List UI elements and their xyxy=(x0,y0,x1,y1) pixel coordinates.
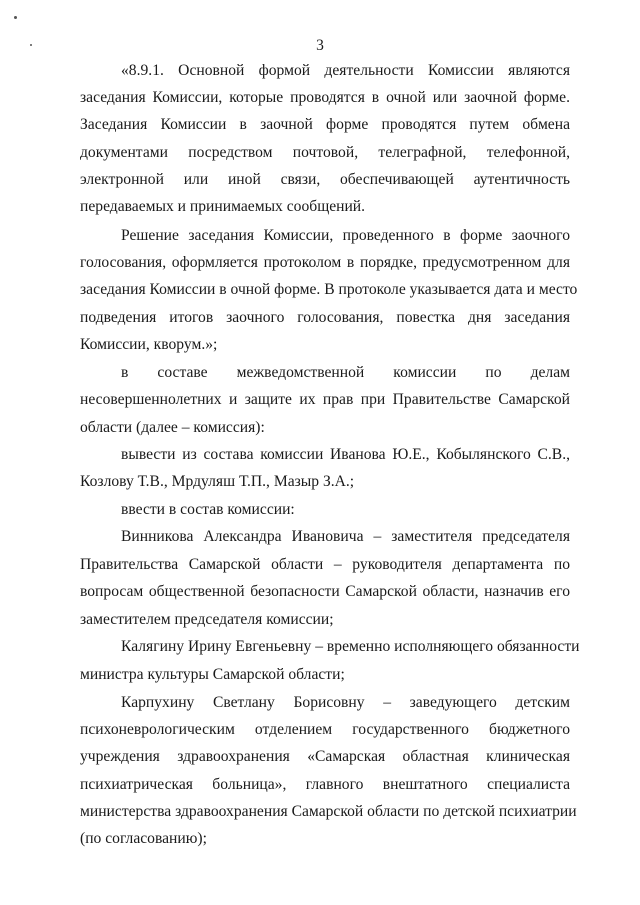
text-line: Калягину Ирину Евгеньевну – временно исполняющего обязанности xyxy=(121,638,580,655)
text-line: передаваемых и принимаемых сообщений. xyxy=(80,198,366,215)
text-line: подведения итогов заочного голосования, повестка дня заседания xyxy=(80,309,570,326)
text-line: (по согласованию); xyxy=(80,830,207,847)
text-line: несовершеннолетних и защите их прав при Правительстве Самарской xyxy=(80,391,570,408)
text-line: вопросам общественной безопасности Самарской области, назначив его xyxy=(80,583,570,600)
text-line: заседания Комиссии в очной форме. В протоколе указывается дата и место xyxy=(80,281,578,298)
text-line: заседания Комиссии, которые проводятся в очной или заочной форме. xyxy=(80,89,570,106)
text-line: Козлову Т.В., Мрдуляш Т.П., Мазыр З.А.; xyxy=(80,473,355,490)
page-number: 3 xyxy=(316,37,324,54)
text-line: Винникова Александра Ивановича – заместителя председателя xyxy=(121,528,570,545)
text-line: Решение заседания Комиссии, проведенного в форме заочного xyxy=(121,227,570,244)
text-line: документами посредством почтовой, телеграфной, телефонной, xyxy=(80,144,570,161)
text-line: электронной или иной связи, обеспечивающей аутентичность xyxy=(80,171,570,188)
text-line: Комиссии, кворум.»; xyxy=(80,336,218,353)
text-line: психиатрическая больница», главного внештатного специалиста xyxy=(80,776,570,793)
text-line: Заседания Комиссии в заочной форме проводятся путем обмена xyxy=(80,116,570,133)
text-line: Правительства Самарской области – руководителя департамента по xyxy=(80,556,570,573)
text-line: ввести в состав комиссии: xyxy=(121,501,295,518)
text-line: голосования, оформляется протоколом в порядке, предусмотренном для xyxy=(80,254,570,271)
text-line: учреждения здравоохранения «Самарская областная клиническая xyxy=(80,748,570,765)
text-line: Карпухину Светлану Борисовну – заведующего детским xyxy=(121,694,570,711)
text-line: вывести из состава комиссии Иванова Ю.Е., Кобылянского С.В., xyxy=(121,446,570,463)
text-line: министра культуры Самарской области; xyxy=(80,666,345,683)
text-line: «8.9.1. Основной формой деятельности Комиссии являются xyxy=(121,62,570,79)
text-line: психоневрологическим отделением государственного бюджетного xyxy=(80,721,570,738)
text-line: министерства здравоохранения Самарской области по детской психиатрии xyxy=(80,803,577,820)
text-line: области (далее – комиссия): xyxy=(80,419,265,436)
scan-speck xyxy=(14,16,17,19)
text-line: в составе межведомственной комиссии по делам xyxy=(121,364,570,381)
text-line: заместителем председателя комиссии; xyxy=(80,611,334,628)
